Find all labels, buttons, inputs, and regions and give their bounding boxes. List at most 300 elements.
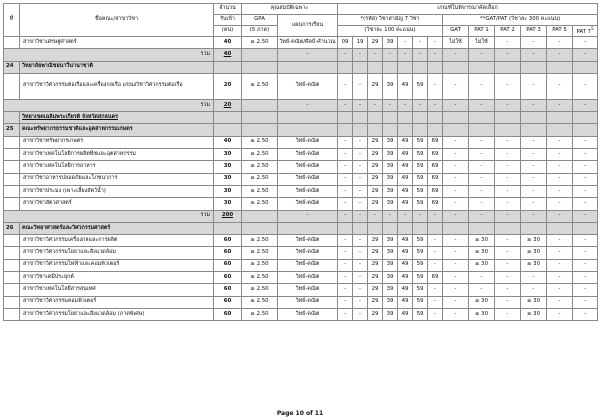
core-subject-value: 39 [383, 247, 398, 259]
row-no [4, 235, 20, 247]
gatpat-value: - [495, 198, 521, 210]
gatpat-value: - [547, 173, 573, 185]
total-filler: - [443, 49, 469, 61]
faculty-filler [214, 222, 242, 234]
program-name: สาขาวิชาวิศวกรรมโยธาและสิ่งแวดล้อม [20, 247, 214, 259]
faculty-name: คณะวิทยาศาสตร์และวิศวกรรมศาสตร์ [20, 222, 214, 234]
table-row [4, 259, 598, 271]
plan-value: วิทย์-คณิต [278, 308, 338, 320]
gpa-value: ≥ 2.50 [242, 284, 278, 296]
program-name: สาขาวิชาเคมีประยุกต์ [20, 272, 214, 284]
seats-value: 30 [214, 173, 242, 185]
table-row [4, 37, 598, 49]
faculty-filler [398, 222, 413, 234]
core-subject-value: 69 [428, 272, 443, 284]
gatpat-value: - [547, 198, 573, 210]
seats-value: 40 [214, 37, 242, 49]
core-subject-value: - [338, 247, 353, 259]
row-no [4, 272, 20, 284]
gatpat-value: - [495, 308, 521, 320]
core-subject-value: 29 [368, 149, 383, 161]
faculty-row [4, 124, 598, 136]
total-filler: - [338, 49, 353, 61]
plan-value: วิทย์-คณิต [278, 136, 338, 148]
faculty-filler [383, 124, 398, 136]
gatpat-value: - [469, 149, 495, 161]
gatpat-value: - [443, 272, 469, 284]
gatpat-value: - [521, 185, 547, 197]
core-subject-value: 59 [413, 173, 428, 185]
faculty-filler [521, 222, 547, 234]
table-row [4, 198, 598, 210]
gatpat-value: - [521, 173, 547, 185]
core-subject-value: - [353, 136, 368, 148]
program-name: สาขาวิชาวิศวกรรมไฟฟ้าและคอมพิวเตอร์ [20, 259, 214, 271]
gatpat-value: - [495, 173, 521, 185]
faculty-no: 25 [4, 124, 20, 136]
faculty-filler [242, 112, 278, 124]
program-name: สาขาวิชาวิศวกรรมคอมพิวเตอร์ [20, 296, 214, 308]
faculty-filler [428, 124, 443, 136]
gatpat-value: - [573, 259, 598, 271]
faculty-filler [547, 124, 573, 136]
gatpat-value: ≥ 30 [469, 247, 495, 259]
total-filler: - [469, 210, 495, 222]
program-name: สาขาวิชาวิศวกรรมโยธาและสิ่งแวดล้อม (ภาคพิเศษ) [20, 308, 214, 320]
total-filler: - [383, 210, 398, 222]
plan-value: วิทย์-คณิต [278, 284, 338, 296]
gatpat-value: - [573, 235, 598, 247]
total-value: 200 [214, 210, 242, 222]
page-footer: Page 10 of 11 [276, 410, 324, 417]
gatpat-value: - [443, 161, 469, 173]
gpa-value: ≥ 2.50 [242, 198, 278, 210]
core-subject-value: - [353, 308, 368, 320]
total-filler: - [443, 99, 469, 111]
plan-value: วิทย์-คณิต [278, 149, 338, 161]
gatpat-value: - [443, 284, 469, 296]
header-pat3: PAT 3 [521, 26, 547, 37]
core-subject-value: 49 [398, 235, 413, 247]
gatpat-value: - [469, 173, 495, 185]
gatpat-value: ≥ 30 [521, 259, 547, 271]
program-name: สาขาวิชาเทคโนโลยีการอาหาร [20, 161, 214, 173]
total-value: 40 [214, 49, 242, 61]
faculty-filler [521, 124, 547, 136]
core-subject-value: 49 [398, 161, 413, 173]
gatpat-value: - [443, 308, 469, 320]
total-filler: - [338, 99, 353, 111]
gatpat-value: - [495, 284, 521, 296]
program-name: สาขาวิชาอาหารปลอดภัยและโภชนาการ [20, 173, 214, 185]
core-subject-value: 69 [428, 161, 443, 173]
core-subject-value: - [353, 161, 368, 173]
core-subject-value: - [338, 259, 353, 271]
gatpat-value: - [573, 37, 598, 49]
core-subject-value: - [338, 308, 353, 320]
core-subject-value: 29 [368, 235, 383, 247]
gatpat-value: - [547, 136, 573, 148]
gatpat-value: - [495, 185, 521, 197]
core-subject-value: 59 [413, 136, 428, 148]
core-subject-value: 39 [383, 173, 398, 185]
gatpat-value: - [521, 161, 547, 173]
core-subject-value: 49 [398, 284, 413, 296]
faculty-row [4, 61, 598, 73]
header-gat: GAT [443, 26, 469, 37]
total-gpa-empty [242, 49, 278, 61]
total-row [4, 49, 598, 61]
gpa-value: ≥ 2.50 [242, 173, 278, 185]
faculty-filler [338, 222, 353, 234]
faculty-filler [242, 61, 278, 73]
header-core: *(รหัส) วิชาสามัญ 7 วิชา [338, 15, 443, 26]
gatpat-value: - [495, 259, 521, 271]
header-pat2: PAT 2 [495, 26, 521, 37]
gatpat-value: ≥ 30 [469, 235, 495, 247]
core-subject-value: 39 [383, 136, 398, 148]
gatpat-value: - [495, 296, 521, 308]
faculty-filler [413, 112, 428, 124]
core-subject-value: 19 [353, 37, 368, 49]
faculty-filler [338, 112, 353, 124]
faculty-filler [521, 112, 547, 124]
faculty-filler [443, 112, 469, 124]
core-subject-value: 59 [413, 284, 428, 296]
header-gpa-sub: (5 ภาค) [242, 26, 278, 37]
total-value: 20 [214, 99, 242, 111]
plan-value: วิทย์-คณิต [278, 296, 338, 308]
gatpat-value: - [547, 247, 573, 259]
total-filler: - [353, 210, 368, 222]
total-plan-dash: - [278, 210, 338, 222]
faculty-filler [242, 124, 278, 136]
gatpat-value: - [495, 272, 521, 284]
faculty-filler [353, 112, 368, 124]
faculty-filler [495, 124, 521, 136]
faculty-filler [495, 61, 521, 73]
faculty-filler [547, 61, 573, 73]
gatpat-value: - [469, 161, 495, 173]
total-gpa-empty [242, 210, 278, 222]
gatpat-value: - [573, 247, 598, 259]
faculty-filler [413, 222, 428, 234]
faculty-row [4, 222, 598, 234]
program-name: สาขาวิชาประมง (เพาะเลี้ยงสัตว์น้ำ) [20, 185, 214, 197]
core-subject-value: 39 [383, 161, 398, 173]
core-subject-value: - [353, 259, 368, 271]
core-subject-value: 29 [368, 308, 383, 320]
gatpat-value: - [495, 73, 521, 99]
gpa-value: ≥ 2.50 [242, 73, 278, 99]
core-subject-value: 29 [368, 247, 383, 259]
header-faculty: ชื่อคณะ/สาขาวิชา [20, 4, 214, 37]
gatpat-value: ≥ 30 [469, 296, 495, 308]
gatpat-value: - [573, 173, 598, 185]
total-filler: - [521, 99, 547, 111]
core-subject-value: - [338, 73, 353, 99]
total-filler: - [428, 210, 443, 222]
core-subject-value: - [338, 136, 353, 148]
core-subject-value: 59 [413, 161, 428, 173]
gatpat-value: - [443, 296, 469, 308]
total-filler: - [413, 49, 428, 61]
faculty-filler [573, 112, 598, 124]
core-subject-value: 69 [428, 173, 443, 185]
table-row [4, 185, 598, 197]
total-gpa-empty [242, 99, 278, 111]
faculty-name: คณะทรัพยากรธรรมชาติและอุตสาหกรรมเกษตร [20, 124, 214, 136]
core-subject-value: - [353, 284, 368, 296]
faculty-filler [368, 112, 383, 124]
gatpat-value: - [521, 136, 547, 148]
plan-value: วิทย์-คณิต/ศิลป์-คำนวณ [278, 37, 338, 49]
faculty-filler [338, 61, 353, 73]
gatpat-value: - [573, 73, 598, 99]
faculty-filler [573, 61, 598, 73]
core-subject-value: 59 [413, 198, 428, 210]
header-core-sub: (วิชาละ 100 คะแนน) [338, 26, 443, 37]
program-name: สาขาวิชาวิศวกรรมต่อเรือและเครื่องกลเรือ แขนงวิชาวิศวกรรมต่อเรือ [20, 73, 214, 99]
plan-value: วิทย์-คณิต [278, 161, 338, 173]
table-row [4, 136, 598, 148]
gatpat-value: - [573, 198, 598, 210]
gatpat-value: - [443, 73, 469, 99]
core-subject-value: 29 [368, 296, 383, 308]
faculty-filler [242, 222, 278, 234]
total-filler: - [428, 49, 443, 61]
faculty-filler [383, 61, 398, 73]
core-subject-value: 39 [383, 308, 398, 320]
gatpat-value: ≥ 30 [469, 308, 495, 320]
gatpat-value: - [469, 198, 495, 210]
total-filler: - [443, 210, 469, 222]
core-subject-value: 29 [368, 185, 383, 197]
gatpat-value: - [573, 161, 598, 173]
core-subject-value: - [338, 296, 353, 308]
table-header [4, 4, 598, 37]
program-name: สาขาวิชาเทคโนโลยีสารสนเทศ [20, 284, 214, 296]
core-subject-value: 29 [368, 198, 383, 210]
faculty-filler [368, 222, 383, 234]
total-filler: - [398, 49, 413, 61]
gatpat-value: - [521, 198, 547, 210]
core-subject-value: 49 [398, 247, 413, 259]
total-filler: - [495, 99, 521, 111]
faculty-no: 26 [4, 222, 20, 234]
core-subject-value: 49 [398, 173, 413, 185]
total-filler: - [353, 49, 368, 61]
total-filler: - [338, 210, 353, 222]
seats-value: 60 [214, 284, 242, 296]
plan-value: วิทย์-คณิต [278, 272, 338, 284]
table-row [4, 73, 598, 99]
core-subject-value: 29 [368, 161, 383, 173]
header-pat1: PAT 1 [469, 26, 495, 37]
faculty-filler [547, 222, 573, 234]
header-seats-l2: รับเข้า [214, 15, 242, 26]
gatpat-value: ≥ 30 [521, 247, 547, 259]
faculty-name: วิทยาลัยพาณิชยนาวีนานาชาติ [20, 61, 214, 73]
row-no [4, 198, 20, 210]
total-filler: - [495, 210, 521, 222]
seats-value: 60 [214, 247, 242, 259]
gatpat-value: - [495, 37, 521, 49]
table-row [4, 149, 598, 161]
core-subject-value: - [428, 73, 443, 99]
total-filler: - [413, 210, 428, 222]
faculty-filler [383, 112, 398, 124]
faculty-filler [353, 124, 368, 136]
seats-value: 60 [214, 235, 242, 247]
core-subject-value: - [338, 235, 353, 247]
faculty-filler [413, 124, 428, 136]
seats-value: 60 [214, 272, 242, 284]
header-plan: แผนการเรียน [278, 15, 338, 37]
row-no [4, 185, 20, 197]
core-subject-value: - [353, 296, 368, 308]
faculty-filler [469, 112, 495, 124]
admission-table [3, 3, 598, 321]
core-subject-value: - [353, 198, 368, 210]
seats-value: 30 [214, 161, 242, 173]
faculty-filler [214, 124, 242, 136]
core-subject-value: - [428, 247, 443, 259]
header-qual: คุณสมบัติเฉพาะ [242, 4, 338, 15]
gatpat-value: - [547, 149, 573, 161]
gatpat-value: - [469, 136, 495, 148]
gatpat-value: ≥ 30 [521, 308, 547, 320]
core-subject-value: 39 [383, 272, 398, 284]
program-name: สาขาวิชาทรัพยากรเกษตร [20, 136, 214, 148]
faculty-filler [398, 112, 413, 124]
faculty-filler [443, 124, 469, 136]
core-subject-value: 59 [413, 296, 428, 308]
core-subject-value: 49 [398, 185, 413, 197]
row-no [4, 161, 20, 173]
gatpat-value: - [443, 185, 469, 197]
core-subject-value: 39 [383, 149, 398, 161]
gatpat-value: - [469, 284, 495, 296]
core-subject-value: 49 [398, 149, 413, 161]
table-row [4, 173, 598, 185]
row-no [4, 308, 20, 320]
faculty-filler [338, 124, 353, 136]
core-subject-value: - [338, 198, 353, 210]
program-name: สาขาวิชาเศรษฐศาสตร์ [20, 37, 214, 49]
plan-value: วิทย์-คณิต [278, 235, 338, 247]
gatpat-value: - [443, 136, 469, 148]
total-filler: - [469, 49, 495, 61]
gatpat-value: - [573, 272, 598, 284]
core-subject-value: 29 [368, 173, 383, 185]
plan-value: วิทย์-คณิต [278, 198, 338, 210]
core-subject-value: 39 [383, 259, 398, 271]
seats-value: 20 [214, 73, 242, 99]
core-subject-value: - [428, 284, 443, 296]
gpa-value: ≥ 2.50 [242, 296, 278, 308]
core-subject-value: 29 [368, 259, 383, 271]
faculty-filler [521, 61, 547, 73]
core-subject-value: - [338, 185, 353, 197]
faculty-filler [214, 112, 242, 124]
gatpat-value: - [521, 149, 547, 161]
gatpat-value: ≥ 30 [521, 296, 547, 308]
core-subject-value: 29 [368, 136, 383, 148]
core-subject-value: 39 [383, 37, 398, 49]
gpa-value: ≥ 2.50 [242, 149, 278, 161]
faculty-filler [383, 222, 398, 234]
core-subject-value: 59 [413, 149, 428, 161]
row-no [4, 73, 20, 99]
core-subject-value: 09 [338, 37, 353, 49]
core-subject-value: 59 [413, 73, 428, 99]
gatpat-value: ไม่ใช้ [443, 37, 469, 49]
gatpat-value: - [495, 149, 521, 161]
total-plan-dash: - [278, 49, 338, 61]
header-seats-l1: จำนวน [214, 4, 242, 15]
faculty-filler [573, 222, 598, 234]
table-row [4, 296, 598, 308]
header-pat7 [573, 26, 598, 37]
gatpat-value: - [469, 272, 495, 284]
gatpat-value: - [573, 149, 598, 161]
gatpat-value: - [521, 284, 547, 296]
faculty-filler [353, 61, 368, 73]
gatpat-value: - [573, 296, 598, 308]
faculty-filler [398, 124, 413, 136]
header-gpa: GPA [242, 15, 278, 26]
plan-value: วิทย์-คณิต [278, 73, 338, 99]
core-subject-value: - [353, 185, 368, 197]
header-no: ที่ [4, 4, 20, 37]
faculty-name: วิทยาเขตเฉลิมพระเกียรติ จังหวัดสกลนคร [20, 112, 214, 124]
core-subject-value: 49 [398, 73, 413, 99]
total-filler: - [547, 210, 573, 222]
core-subject-value: - [353, 247, 368, 259]
faculty-filler [428, 61, 443, 73]
total-label: รวม [4, 210, 214, 222]
row-no [4, 259, 20, 271]
core-subject-value: 39 [383, 284, 398, 296]
total-filler: - [368, 49, 383, 61]
total-filler: - [469, 99, 495, 111]
plan-value: วิทย์-คณิต [278, 185, 338, 197]
faculty-filler [428, 222, 443, 234]
table-row [4, 235, 598, 247]
faculty-filler [428, 112, 443, 124]
faculty-no: 24 [4, 61, 20, 73]
plan-value: วิทย์-คณิต [278, 173, 338, 185]
core-subject-value: 69 [428, 136, 443, 148]
seats-value: 30 [214, 149, 242, 161]
gatpat-value: - [547, 161, 573, 173]
faculty-filler [495, 112, 521, 124]
core-subject-value: 59 [413, 185, 428, 197]
seats-value: 60 [214, 296, 242, 308]
row-no [4, 296, 20, 308]
core-subject-value: 39 [383, 73, 398, 99]
table-row [4, 308, 598, 320]
gatpat-value: - [547, 272, 573, 284]
gatpat-value: ไม่ใช้ [469, 37, 495, 49]
core-subject-value: 49 [398, 259, 413, 271]
program-name: สาขาวิชาเทคโนโลยีการผลิตพืชและอุตสาหกรรม [20, 149, 214, 161]
header-pat7-sup: 5 [591, 25, 594, 31]
core-subject-value: - [338, 173, 353, 185]
gatpat-value: - [443, 198, 469, 210]
plan-value: วิทย์-คณิต [278, 247, 338, 259]
